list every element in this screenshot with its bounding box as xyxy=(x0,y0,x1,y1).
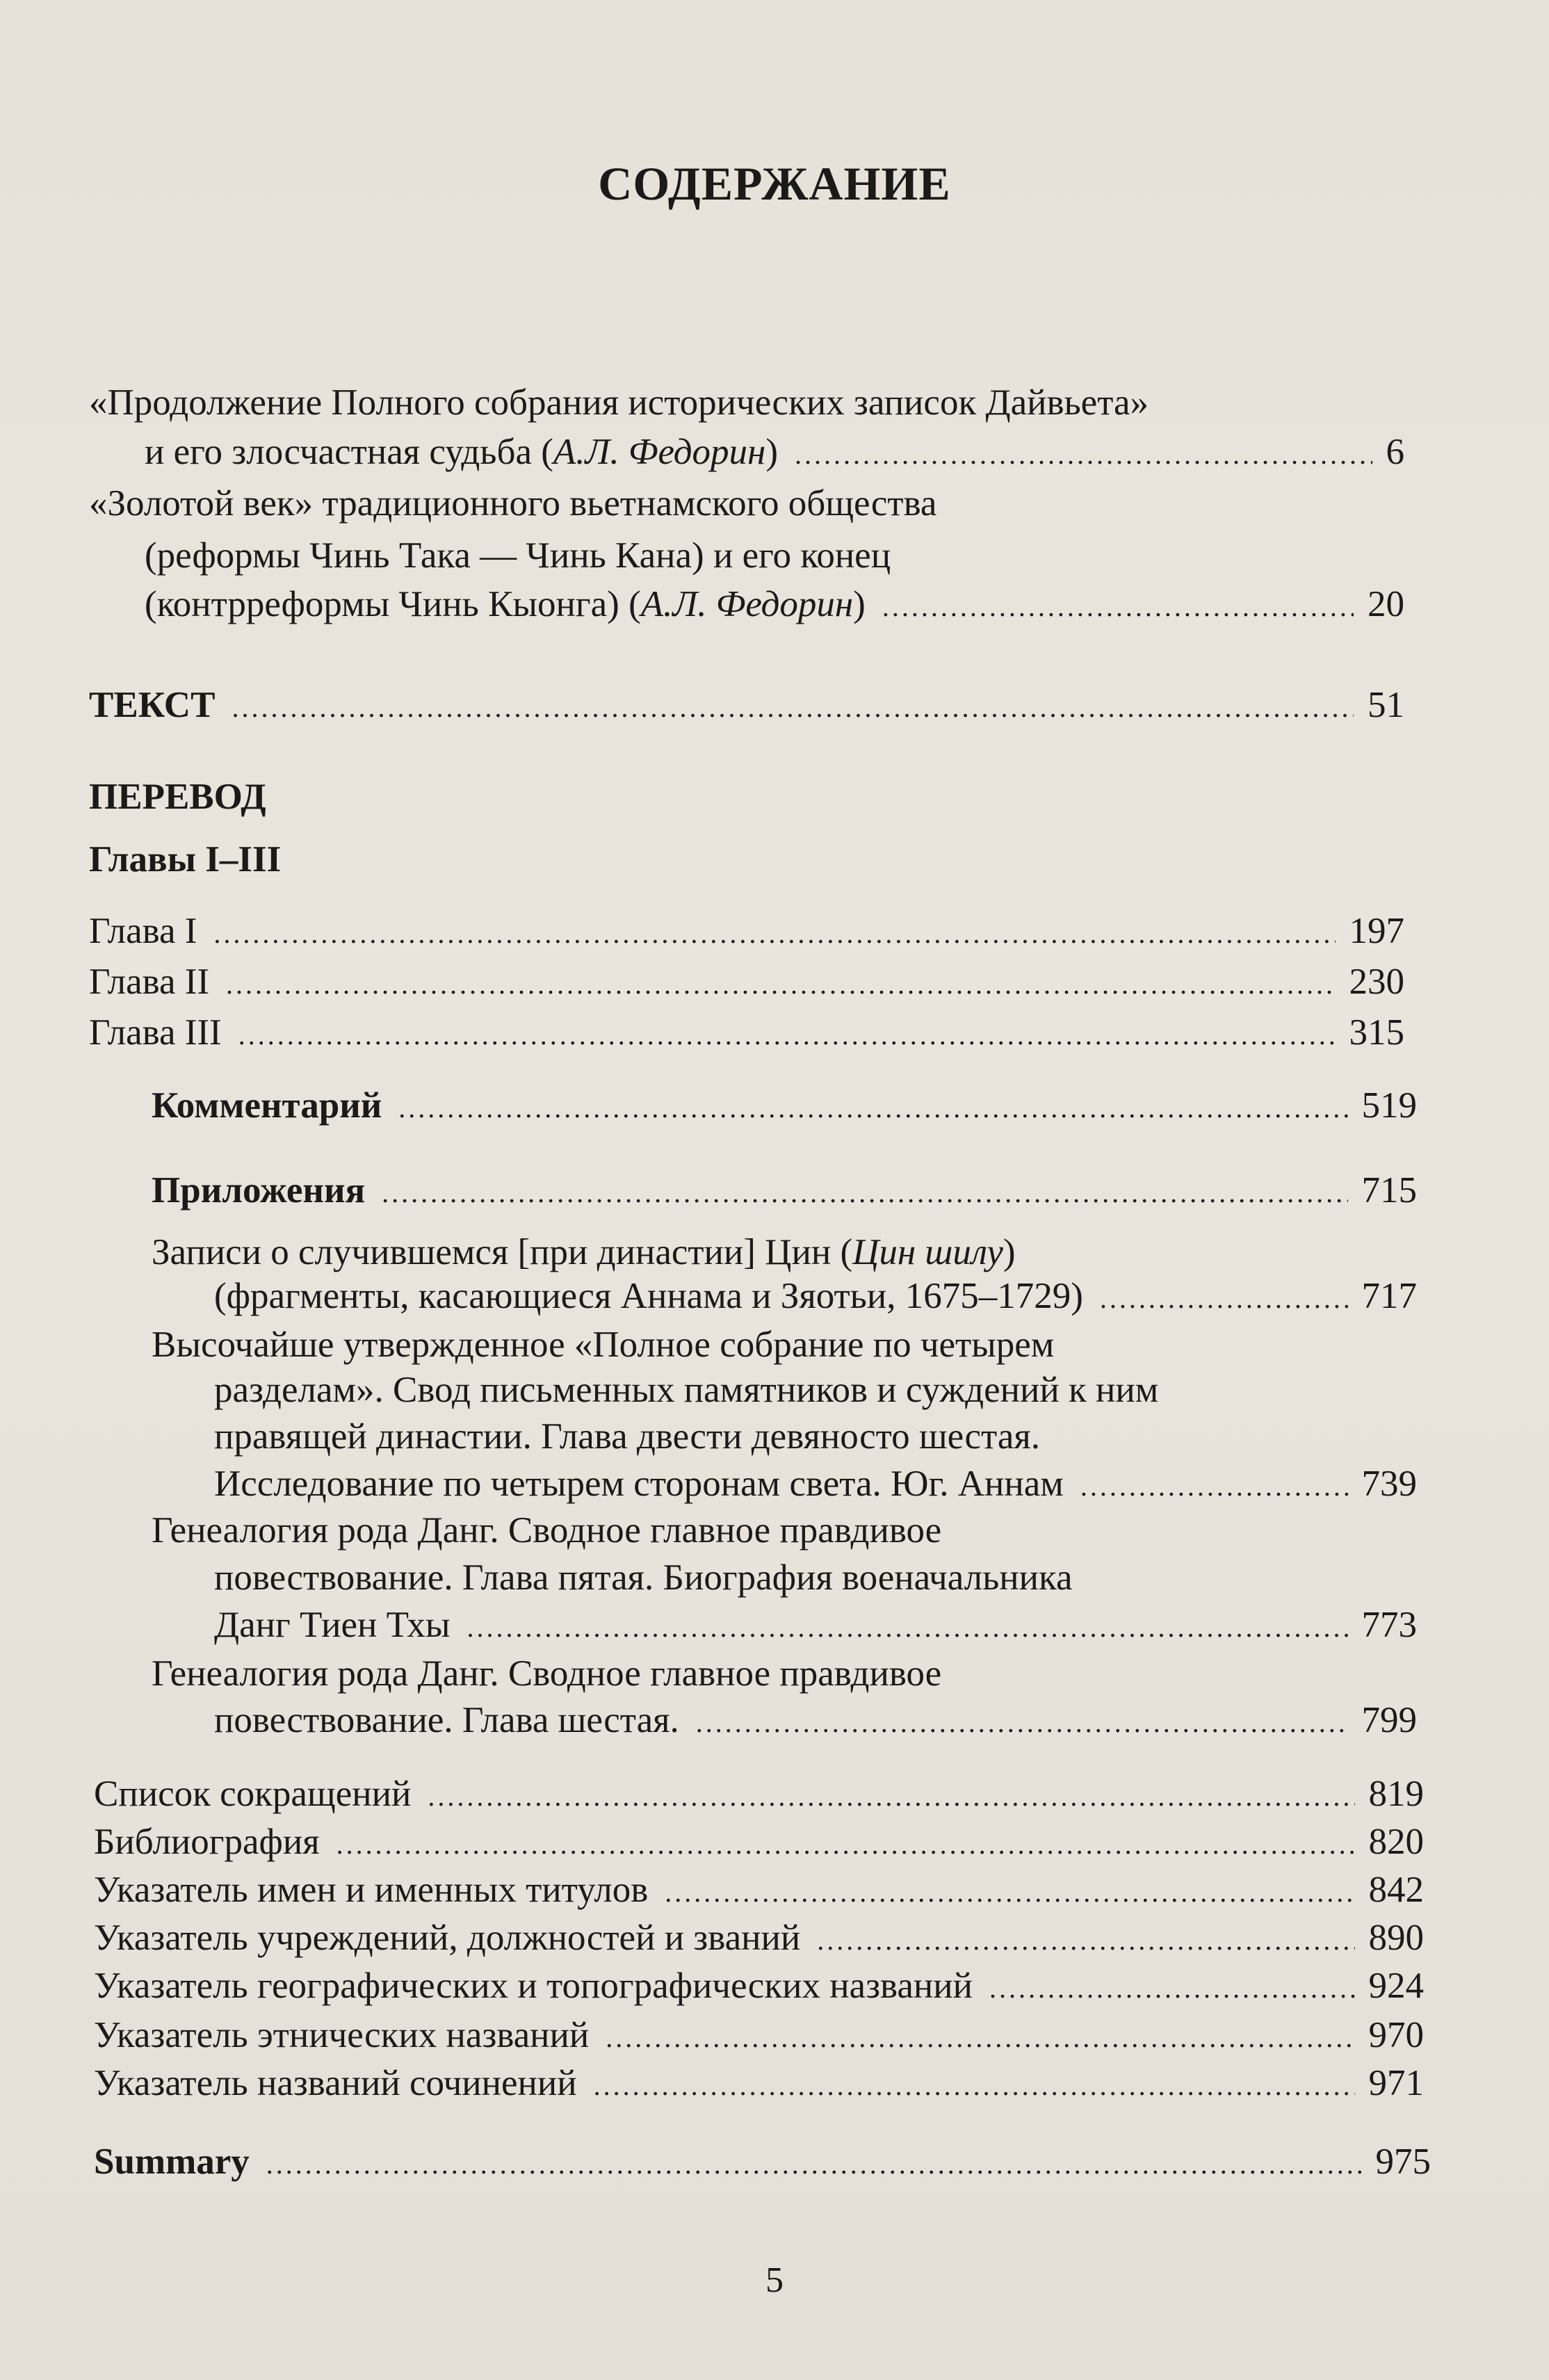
chapter-label: Глава III xyxy=(89,1012,222,1053)
entry-label: Указатель географических и топографических названий xyxy=(94,1966,973,2006)
entry-label: Указатель имен и именных титулов xyxy=(94,1870,649,1910)
leader-dots xyxy=(232,683,1354,731)
leader-dots xyxy=(594,2062,1355,2110)
leader-dots xyxy=(665,1868,1354,1916)
entry-label: Библиография xyxy=(94,1822,320,1862)
toc-entry-bibliography[interactable] xyxy=(94,1818,1424,1868)
page-number: 315 xyxy=(1349,1012,1404,1053)
page-number: 197 xyxy=(1349,911,1404,951)
subheading-chapters: Главы I–III xyxy=(89,839,282,880)
toc-entry-chapter-1[interactable] xyxy=(89,907,1404,957)
page-number: 819 xyxy=(1368,1774,1424,1814)
page-number: 51 xyxy=(1368,685,1404,725)
page-number: 799 xyxy=(1361,1700,1417,1740)
page-number: 773 xyxy=(1361,1605,1417,1645)
toc-entry-appendices[interactable] xyxy=(152,1167,1417,1217)
intro-b-line3: (контрреформы Чинь Кыонга) (А.Л. Федорин) xyxy=(145,584,866,624)
toc-entry-index-institutions[interactable] xyxy=(94,1914,1424,1964)
toc-entry-index-ethnic[interactable] xyxy=(94,2011,1424,2062)
author-name: А.Л. Федорин xyxy=(640,584,854,624)
toc-entry-intro-b[interactable] xyxy=(145,581,1404,631)
toc-entry-index-works[interactable] xyxy=(94,2059,1424,2110)
leader-dots xyxy=(1080,1462,1348,1510)
section-label: Приложения xyxy=(152,1170,366,1211)
toc-entry-index-geographic[interactable] xyxy=(94,1962,1424,2012)
toc-entry-chapter-2[interactable] xyxy=(89,958,1404,1008)
page-number: 924 xyxy=(1368,1966,1424,2006)
chapter-label: Глава I xyxy=(89,911,197,951)
section-label: Summary xyxy=(94,2142,250,2182)
appendix-4-line1: Генеалогия рода Данг. Сводное главное правдивое xyxy=(152,1653,942,1694)
entry-label: Указатель этнических названий xyxy=(94,2015,590,2055)
page-number: 975 xyxy=(1375,2142,1431,2182)
leader-dots xyxy=(696,1699,1348,1747)
toc-entry-commentary[interactable] xyxy=(152,1082,1417,1132)
leader-dots xyxy=(238,1011,1336,1059)
intro-b-line1: «Золотой век» традиционного вьетнамского общества xyxy=(89,483,937,524)
intro-a-line2: и его злосчастная судьба (А.Л. Федорин) xyxy=(145,432,778,472)
appendix-4-line2: повествование. Глава шестая. xyxy=(214,1700,679,1740)
page-number: 739 xyxy=(1361,1464,1417,1504)
toc-entry-appendix-4[interactable] xyxy=(214,1697,1417,1747)
toc-entry-appendix-2[interactable] xyxy=(214,1460,1417,1510)
toc-entry-intro-a[interactable] xyxy=(145,428,1404,478)
appendix-2-line2: разделам». Свод письменных памятников и суждений к ним xyxy=(214,1370,1159,1410)
section-label: Комментарий xyxy=(152,1085,382,1126)
page-number: 6 xyxy=(1386,432,1404,472)
appendix-2-line3: правящей династии. Глава двести девяносто шестая. xyxy=(214,1416,1040,1457)
toc-entry-abbreviations[interactable] xyxy=(94,1770,1424,1820)
toc-entry-appendix-1[interactable] xyxy=(214,1272,1417,1322)
page-number: 717 xyxy=(1361,1276,1417,1316)
appendix-2-line1: Высочайше утвержденное «Полное собрание по четырем xyxy=(152,1325,1055,1365)
appendix-3-line3: Данг Тиен Тхы xyxy=(214,1605,451,1645)
toc-entry-text[interactable] xyxy=(89,681,1404,731)
appendix-1-line1: Записи о случившемся [при династии] Цин (Цин шилу) xyxy=(152,1232,1016,1272)
leader-dots xyxy=(606,2014,1354,2062)
page-number: 971 xyxy=(1368,2063,1424,2103)
author-name: А.Л. Федорин xyxy=(553,432,766,472)
page-number: 820 xyxy=(1368,1822,1424,1862)
leader-dots xyxy=(266,2140,1362,2188)
appendix-3-line2: повествование. Глава пятая. Биография военачальника xyxy=(214,1557,1073,1598)
leader-dots xyxy=(467,1603,1347,1651)
section-heading-translation: ПЕРЕВОД xyxy=(89,777,266,817)
toc-entry-summary[interactable] xyxy=(94,2138,1431,2188)
leader-dots xyxy=(213,909,1335,957)
section-label: ТЕКСТ xyxy=(89,685,216,725)
leader-dots xyxy=(795,430,1372,478)
appendix-1-line2: (фрагменты, касающиеся Аннама и Зяотьи, 1675–1729) xyxy=(214,1276,1083,1316)
chapter-label: Глава II xyxy=(89,962,210,1002)
entry-label: Указатель названий сочинений xyxy=(94,2063,577,2103)
page-number: 970 xyxy=(1368,2015,1424,2055)
leader-dots xyxy=(882,583,1354,631)
page-number: 519 xyxy=(1361,1085,1417,1126)
page-number: 20 xyxy=(1368,584,1404,624)
toc-entry-index-names[interactable] xyxy=(94,1866,1424,1916)
entry-label: Список сокращений xyxy=(94,1774,412,1814)
entry-label: Указатель учреждений, должностей и званий xyxy=(94,1918,801,1958)
page-number: 890 xyxy=(1368,1918,1424,1958)
appendix-3-line1: Генеалогия рода Данг. Сводное главное правдивое xyxy=(152,1510,942,1551)
appendix-2-line4: Исследование по четырем сторонам света. Юг. Аннам xyxy=(214,1464,1064,1504)
page-title: СОДЕРЖАНИЕ xyxy=(598,157,951,210)
page-folio: 5 xyxy=(765,2260,784,2300)
leader-dots xyxy=(398,1084,1347,1132)
intro-b-line2: (реформы Чинь Така — Чинь Кана) и его конец xyxy=(145,535,891,576)
leader-dots xyxy=(428,1772,1354,1820)
leader-dots xyxy=(336,1820,1355,1868)
leader-dots xyxy=(382,1169,1347,1217)
leader-dots xyxy=(989,1964,1355,2012)
page-number: 842 xyxy=(1368,1870,1424,1910)
toc-entry-chapter-3[interactable] xyxy=(89,1009,1404,1059)
intro-a-line1: «Продолжение Полного собрания исторических записок Дайвьета» xyxy=(89,382,1149,423)
page-number: 230 xyxy=(1349,962,1404,1002)
page-number: 715 xyxy=(1361,1170,1417,1211)
leader-dots xyxy=(817,1916,1354,1964)
leader-dots xyxy=(226,960,1335,1008)
toc-entry-appendix-3[interactable] xyxy=(214,1601,1417,1651)
leader-dots xyxy=(1100,1274,1348,1322)
